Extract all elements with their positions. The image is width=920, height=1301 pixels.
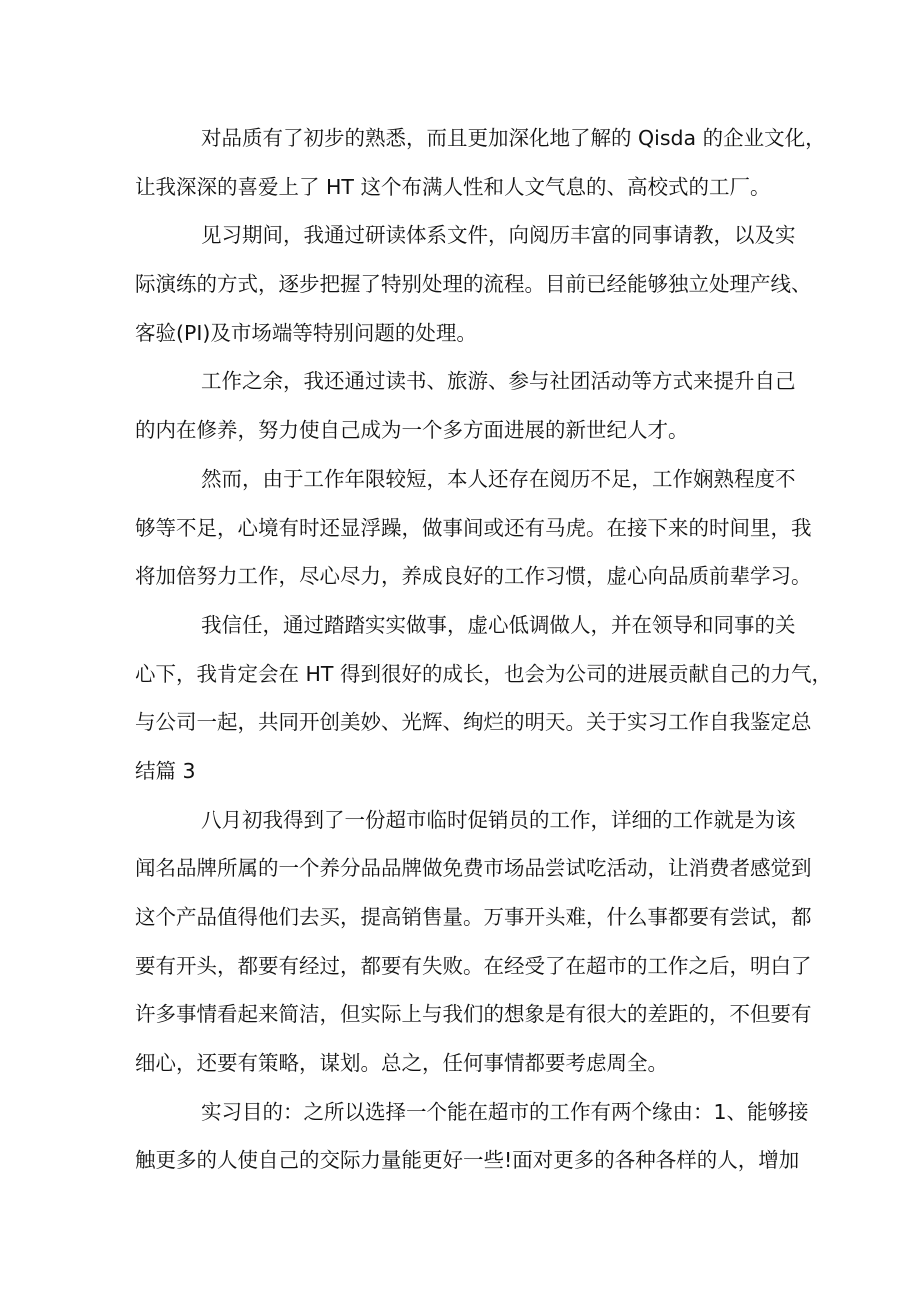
text-line: 闻名品牌所属的一个养分品品牌做免费市场品尝试吃活动，让消费者感觉到 xyxy=(135,856,812,881)
paragraph-6 xyxy=(135,796,812,1088)
text-line: 我信任，通过踏踏实实做事，虚心低调做人，并在领导和同事的关 xyxy=(201,612,796,637)
text-line: 然而，由于工作年限较短，本人还存在阅历不足，工作娴熟程度不 xyxy=(201,466,796,491)
text-line: 工作之余，我还通过读书、旅游、参与社团活动等方式来提升自己 xyxy=(201,369,796,394)
text-line: 这个产品值得他们去买，提高销售量。万事开头难，什么事都要有尝试，都 xyxy=(135,905,812,929)
document-body xyxy=(135,114,832,1185)
text-line: 结篇 3 xyxy=(135,758,196,783)
text-line: 触更多的人使自己的交际力量能更好一些!面对更多的各种各样的人，增加 xyxy=(135,1148,800,1173)
text-line: 细心，还要有策略，谋划。总之，任何事情都要考虑周全。 xyxy=(135,1051,668,1076)
text-line: 够等不足，心境有时还显浮躁，做事间或还有马虎。在接下来的时间里，我 xyxy=(135,515,812,540)
text-line: 对品质有了初步的熟悉，而且更加深化地了解的 Qisda 的企业文化， xyxy=(201,126,826,150)
paragraph-1 xyxy=(135,114,826,211)
paragraph-3 xyxy=(135,357,795,454)
text-line: 心下，我肯定会在 HT 得到很好的成长，也会为公司的进展贡献自己的力气， xyxy=(135,661,832,686)
text-line: 许多事情看起来简洁，但实际上与我们的想象是有很大的差距的，不但要有 xyxy=(135,1002,812,1027)
text-line: 实习目的：之所以选择一个能在超市的工作有两个缘由：1、能够接 xyxy=(201,1099,809,1124)
paragraph-5 xyxy=(135,601,832,796)
text-line: 将加倍努力工作，尽心尽力，养成良好的工作习惯，虚心向品质前辈学习。 xyxy=(135,564,812,589)
text-line: 要有开头，都要有经过，都要有失败。在经受了在超市的工作之后，明白了 xyxy=(135,953,812,978)
text-line: 八月初我得到了一份超市临时促销员的工作，详细的工作就是为该 xyxy=(201,807,796,832)
text-line: 的内在修养，努力使自己成为一个多方面进展的新世纪人才。 xyxy=(135,418,689,443)
paragraph-2 xyxy=(135,211,812,357)
text-line: 际演练的方式，逐步把握了特别处理的流程。目前已经能够独立处理产线、 xyxy=(135,272,812,297)
paragraph-4 xyxy=(135,455,812,601)
text-line: 见习期间，我通过研读体系文件，向阅历丰富的同事请教，以及实 xyxy=(201,223,796,248)
paragraph-7 xyxy=(135,1088,809,1185)
text-line: 客验(PI)及市场端等特别问题的处理。 xyxy=(135,320,477,345)
text-line: 让我深深的喜爱上了 HT 这个布满人性和人文气息的、高校式的工厂。 xyxy=(135,174,771,199)
text-line: 与公司一起，共同开创美妙、光辉、绚烂的明天。关于实习工作自我鉴定总 xyxy=(135,710,812,735)
